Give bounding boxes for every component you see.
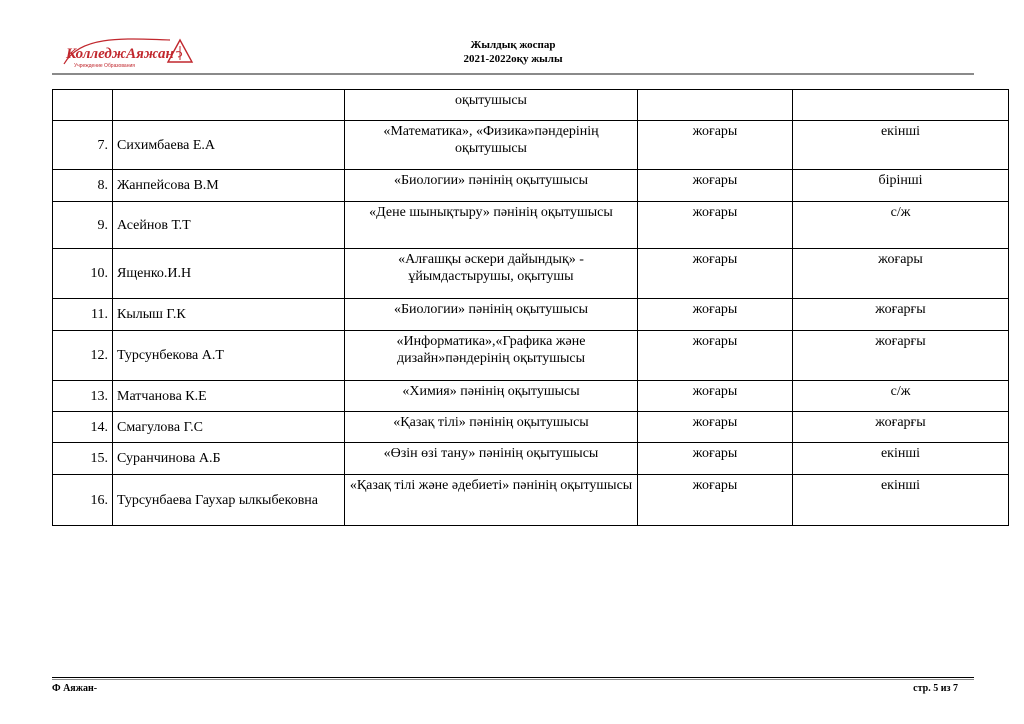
row-number-cell: 7.: [53, 121, 113, 170]
position-cell: оқытушысы: [345, 90, 638, 121]
name-cell: Асейнов Т.Т: [113, 202, 345, 249]
row-number-cell: 9.: [53, 202, 113, 249]
education-cell: жоғары: [638, 249, 793, 299]
education-cell: жоғары: [638, 170, 793, 202]
education-cell: жоғары: [638, 331, 793, 381]
name-cell: Жанпейсова В.М: [113, 170, 345, 202]
category-cell: екінші: [793, 475, 1009, 526]
footer-divider: [52, 677, 974, 678]
position-cell: «Алғашқы әскери дайындық» - ұйымдастырушы, оқытушы: [345, 249, 638, 299]
name-cell: Матчанова К.Е: [113, 381, 345, 412]
education-cell: жоғары: [638, 412, 793, 443]
row-number-cell: 8.: [53, 170, 113, 202]
name-cell: Ященко.И.Н: [113, 249, 345, 299]
row-number-cell: 13.: [53, 381, 113, 412]
category-cell: екінші: [793, 443, 1009, 475]
svg-text:Учреждение Образования: Учреждение Образования: [74, 63, 135, 69]
education-cell: жоғары: [638, 121, 793, 170]
title-line-1: Жылдық жоспар: [470, 39, 556, 51]
category-cell: жоғарғы: [793, 331, 1009, 381]
row-number-cell: 10.: [53, 249, 113, 299]
education-cell: жоғары: [638, 475, 793, 526]
education-cell: жоғары: [638, 381, 793, 412]
category-cell: с/ж: [793, 202, 1009, 249]
document-title: [52, 38, 974, 66]
table-row: [53, 443, 1009, 475]
table-row: [53, 170, 1009, 202]
table-row: [53, 381, 1009, 412]
category-cell: [793, 90, 1009, 121]
page-header: [52, 32, 974, 76]
page-number: стр. 5 из 7: [913, 683, 958, 694]
name-cell: Смагулова Г.С: [113, 412, 345, 443]
position-cell: «Биологии» пәнінің оқытушысы: [345, 170, 638, 202]
position-cell: «Информатика»,«Графика және дизайн»пәндерінің оқытушысы: [345, 331, 638, 381]
row-number-cell: 12.: [53, 331, 113, 381]
education-cell: [638, 90, 793, 121]
name-cell: Турсунбаева Гаухар ылкыбековна: [113, 475, 345, 526]
row-number-cell: 15.: [53, 443, 113, 475]
category-cell: жоғары: [793, 249, 1009, 299]
table-row: [53, 331, 1009, 381]
staff-table: [52, 89, 1009, 526]
svg-text:КолледжАяжан: КолледжАяжан: [66, 46, 174, 62]
education-cell: жоғары: [638, 202, 793, 249]
category-cell: жоғарғы: [793, 412, 1009, 443]
name-cell: Кылыш Г.К: [113, 299, 345, 331]
position-cell: «Дене шынықтыру» пәнінің оқытушысы: [345, 202, 638, 249]
position-cell: «Химия» пәнінің оқытушысы: [345, 381, 638, 412]
footer-divider-secondary: [52, 679, 974, 680]
table-row: [53, 202, 1009, 249]
position-cell: «Биологии» пәнінің оқытушысы: [345, 299, 638, 331]
table-row: [53, 412, 1009, 443]
category-cell: с/ж: [793, 381, 1009, 412]
name-cell: Суранчинова А.Б: [113, 443, 345, 475]
header-divider: [52, 73, 974, 75]
row-number-cell: [53, 90, 113, 121]
table-row: [53, 299, 1009, 331]
position-cell: «Қазақ тілі» пәнінің оқытушысы: [345, 412, 638, 443]
row-number-cell: 16.: [53, 475, 113, 526]
category-cell: бірінші: [793, 170, 1009, 202]
row-number-cell: 14.: [53, 412, 113, 443]
category-cell: екінші: [793, 121, 1009, 170]
title-line-2: 2021-2022оқу жылы: [463, 53, 563, 65]
position-cell: «Өзін өзі тану» пәнінің оқытушысы: [345, 443, 638, 475]
position-cell: «Математика», «Физика»пәндерінің оқытушысы: [345, 121, 638, 170]
table-row: [53, 249, 1009, 299]
table-row: [53, 121, 1009, 170]
education-cell: жоғары: [638, 443, 793, 475]
category-cell: жоғарғы: [793, 299, 1009, 331]
table-row: [53, 90, 1009, 121]
education-cell: жоғары: [638, 299, 793, 331]
name-cell: Турсунбекова А.Т: [113, 331, 345, 381]
name-cell: Сихимбаева Е.А: [113, 121, 345, 170]
position-cell: «Қазақ тілі және әдебиеті» пәнінің оқытушысы: [345, 475, 638, 526]
footer-left: Ф Аяжан-: [52, 683, 98, 694]
row-number-cell: 11.: [53, 299, 113, 331]
name-cell: [113, 90, 345, 121]
table-row: [53, 475, 1009, 526]
